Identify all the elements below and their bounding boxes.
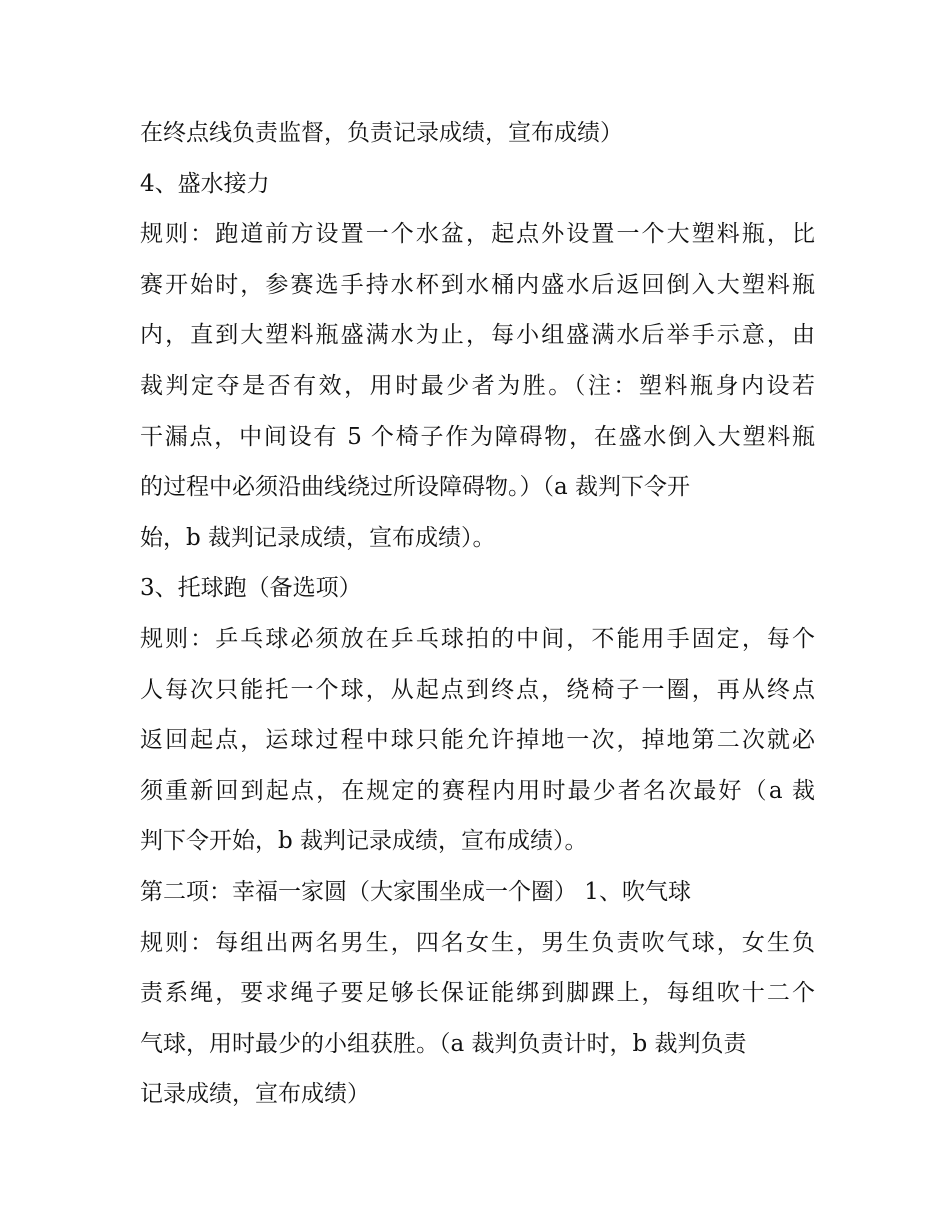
text-line-9: 始，b 裁判记录成绩，宣布成绩）。: [140, 524, 496, 551]
text-line-5: 内，直到大塑料瓶盛满水为止，每小组盛满水后举手示意，由: [140, 322, 815, 349]
section-heading-ball-run: 3、托球跑（备选项）: [140, 575, 362, 602]
text-line-18: 责系绳，要求绳子要足够长保证能绑到脚踝上，每组吹十二个: [140, 980, 815, 1007]
text-line-7: 干漏点，中间设有 5 个椅子作为障碍物，在盛水倒入大塑料瓶: [140, 423, 815, 450]
text-line-15: 判下令开始，b 裁判记录成绩，宣布成绩）。: [140, 828, 588, 855]
document-body: [140, 108, 815, 1120]
section-heading-water-relay: 4、盛水接力: [140, 170, 270, 197]
text-line-4: 赛开始时，参赛选手持水杯到水桶内盛水后返回倒入大塑料瓶: [140, 271, 815, 298]
text-line-14: 须重新回到起点，在规定的赛程内用时最少者名次最好（a 裁: [140, 777, 815, 804]
section-heading-happy-family: 第二项：幸福一家圆（大家围坐成一个圈） 1、吹气球: [140, 878, 691, 905]
text-line-11: 规则：乒乓球必须放在乒乓球拍的中间，不能用手固定，每个: [140, 625, 815, 652]
text-line-1: 在终点线负责监督，负责记录成绩，宣布成绩）: [140, 120, 623, 146]
text-line-12: 人每次只能托一个球，从起点到终点，绕椅子一圈，再从终点: [140, 676, 815, 703]
text-line-13: 返回起点，运球过程中球只能允许掉地一次，掉地第二次就必: [140, 727, 815, 754]
text-line-8: 的过程中必须沿曲线绕过所设障碍物。）（a 裁判下令开: [140, 474, 691, 501]
text-line-6: 裁判定夺是否有效，用时最少者为胜。（注：塑料瓶身内设若: [140, 372, 815, 399]
text-line-17: 规则：每组出两名男生，四名女生，男生负责吹气球，女生负: [140, 929, 815, 956]
text-line-3: 规则：跑道前方设置一个水盆，起点外设置一个大塑料瓶，比: [140, 221, 815, 248]
text-line-19: 气球，用时最少的小组获胜。（a 裁判负责计时，b 裁判负责: [140, 1030, 747, 1057]
text-line-20: 记录成绩，宣布成绩）: [140, 1081, 370, 1108]
